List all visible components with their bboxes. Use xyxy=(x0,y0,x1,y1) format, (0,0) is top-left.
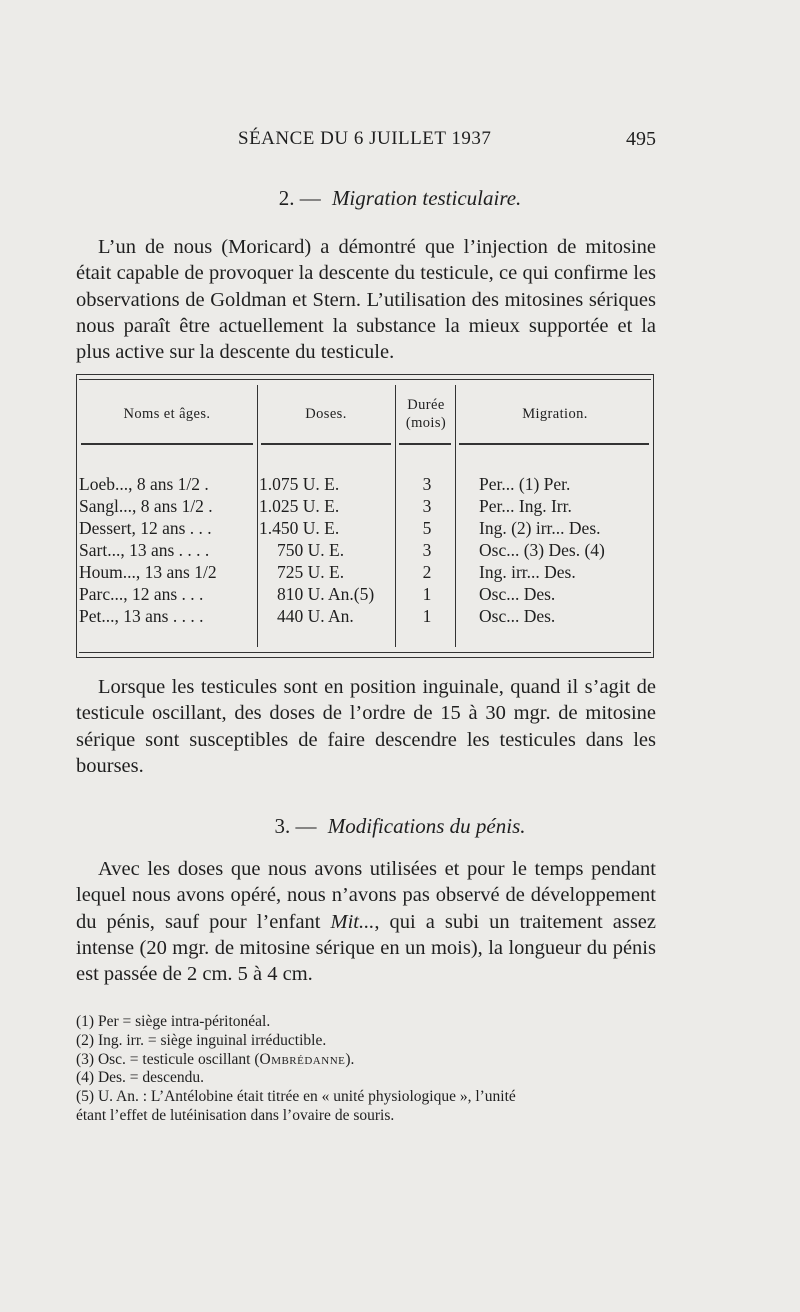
table-row xyxy=(77,473,655,495)
cell-dose: 1.025 U. E. xyxy=(259,496,340,516)
section-number: 2. — xyxy=(278,186,321,210)
section-title: Migration testiculaire. xyxy=(331,186,522,210)
cell-duration: 1 xyxy=(422,606,432,626)
table-row xyxy=(77,583,655,605)
footnote xyxy=(76,1051,656,1070)
table-row xyxy=(77,517,655,539)
footnote: (5) U. An. : L’Antélobine était titrée en « unité physiologique », l’unité xyxy=(76,1088,516,1106)
table-row xyxy=(77,495,655,517)
cell-migration: Ing. irr... Des. xyxy=(479,562,576,582)
cell-dose: 750 U. E. xyxy=(277,540,345,560)
cell-dose: 1.075 U. E. xyxy=(259,474,340,494)
footnote-author: Ombrédanne xyxy=(259,1050,346,1068)
header-names: Noms et âges. xyxy=(123,406,211,422)
header-rule xyxy=(399,443,451,445)
cell-duration: 3 xyxy=(422,496,432,516)
cell-dose: 440 U. An. xyxy=(277,606,354,626)
paragraph-text: , qui a subi un traitement assez intense (20 mgr. de mitosine sérique en un mois), la longueur du pénis est passée de 2 cm. 5 à 4 cm. xyxy=(76,910,657,986)
cell-name: Sart..., 13 ans . . . . xyxy=(79,540,210,560)
cell-duration: 1 xyxy=(422,584,432,604)
section-title: Modifications du pénis. xyxy=(327,814,526,838)
header-rule xyxy=(261,443,391,445)
cell-duration: 2 xyxy=(422,562,432,582)
cell-migration: Per... (1) Per. xyxy=(479,474,571,494)
cell-duration: 5 xyxy=(422,518,432,538)
footnote: (1) Per = siège intra-péritonéal. xyxy=(76,1013,271,1030)
cell-duration: 3 xyxy=(422,540,432,560)
cell-dose: 1.450 U. E. xyxy=(259,518,340,538)
running-head xyxy=(0,128,800,158)
results-table xyxy=(76,374,654,658)
cell-migration: Osc... Des. xyxy=(479,606,556,626)
cell-migration: Osc... Des. xyxy=(479,584,556,604)
cell-migration: Per... Ing. Irr. xyxy=(479,496,572,516)
header-rule xyxy=(81,443,253,445)
header-rule xyxy=(459,443,649,445)
footnotes xyxy=(76,1013,656,1126)
cell-name: Houm..., 13 ans 1/2 xyxy=(79,562,217,582)
cell-migration: Ing. (2) irr... Des. xyxy=(479,518,601,538)
patient-name: Mit... xyxy=(330,910,375,933)
cell-migration: Osc... (3) Des. (4) xyxy=(479,540,605,560)
cell-name: Loeb..., 8 ans 1/2 . xyxy=(79,474,209,494)
header-duration: Durée (mois) xyxy=(405,397,447,431)
table-row xyxy=(77,561,655,583)
section-heading-migration xyxy=(0,186,800,211)
section-number: 3. — xyxy=(274,814,317,838)
footnote-text: (3) Osc. = testicule oscillant ( xyxy=(76,1050,260,1068)
cell-dose: 810 U. An.(5) xyxy=(277,584,375,604)
cell-name: Dessert, 12 ans . . . xyxy=(79,518,212,538)
paragraph-text: Avec les doses que nous avons utilisées et pour le temps pendant lequel nous avons opéré, nous n’avons pas observé de développement du pénis, sauf pour l’enfant xyxy=(76,858,656,933)
paragraph-mitosine: L’un de nous (Moricard) a démontré que l’injection de mitosine était capable de provoquer la descente du testicule, ce qui confirme les observations de Goldman et Stern. L’utilisation des mitosines sériques nous paraît être actuellement la substance la mieux supportée et la plus active sur la descente du testicule. xyxy=(76,236,656,364)
section-heading-penis xyxy=(0,814,800,839)
page-number: 495 xyxy=(626,128,656,150)
footnote: (2) Ing. irr. = siège inguinal irréductible. xyxy=(76,1031,327,1049)
footnote: (4) Des. = descendu. xyxy=(76,1069,204,1087)
cell-name: Sangl..., 8 ans 1/2 . xyxy=(79,496,213,516)
paragraph-penis xyxy=(76,856,656,987)
header-migration: Migration. xyxy=(522,406,588,422)
cell-name: Parc..., 12 ans . . . xyxy=(79,584,204,604)
paragraph-inguinal: Lorsque les testicules sont en position inguinale, quand il s’agit de testicule oscillant, des doses de l’ordre de 15 à 30 mgr. de mitosine sérique sont susceptibles de faire descendre les testicules dans les bourses. xyxy=(76,676,656,777)
footnote: étant l’effet de lutéinisation dans l’ovaire de souris. xyxy=(76,1106,395,1124)
table-row xyxy=(77,539,655,561)
cell-duration: 3 xyxy=(422,474,432,494)
header-doses: Doses. xyxy=(305,406,347,422)
running-head-title: SÉANCE DU 6 JUILLET 1937 xyxy=(238,128,492,149)
cell-dose: 725 U. E. xyxy=(277,562,345,582)
footnote-text: ). xyxy=(345,1050,355,1068)
cell-name: Pet..., 13 ans . . . . xyxy=(79,606,204,626)
table-row xyxy=(77,605,655,627)
